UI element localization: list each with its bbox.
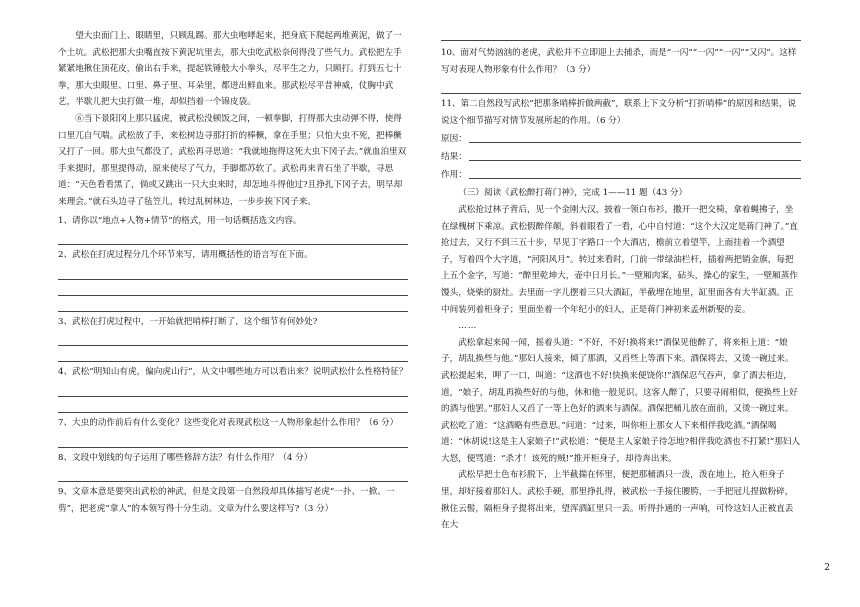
question-2: 2、武松在打虎过程分几个环节来写，请用概括性的语言写在下面。	[58, 250, 313, 261]
story-paragraph: 武松早把土色布衫脱下，上半截揣在怀里，便把那桶酒只一泼，泼在地上，抢入柜身子里，却好接着那妇人。武松手硬，那里挣扎得，被武松一手接住腰胯，一手把冠儿捏做粉碎，揪住云髻，隔柜身子提将出来，望浑酒缸里只一丢。听得扑通的一声响，可怜这妇人正被直丢在大	[441, 470, 794, 531]
question-11: 11、第二自然段写武松“把那条哨棒折做两截”，联系上下文分析“打折哨棒”的原因和结果，说说这个细节描写对情节发展所起的作用。（6 分）	[441, 99, 797, 126]
page-number: 2	[824, 563, 830, 573]
answer-line[interactable]	[441, 28, 801, 41]
section-heading: （三）阅读《武松醉打蒋门神》，完成 1——11 题（43 分）	[458, 188, 688, 199]
question-10: 10、面对气势汹汹的老虎，武松并不立即迎上去捕杀，而是“一闪”“一闪”“一闪”“又闪”。这样写对表现人物形象有什么作用？（3 分）	[441, 48, 797, 75]
answer-line[interactable]	[469, 160, 801, 161]
left-column	[58, 28, 408, 517]
answer-line[interactable]	[469, 178, 801, 179]
answer-row-reason[interactable]	[441, 129, 801, 147]
question-4: 4、武松“明知山有虎，偏向虎山行”，从文中哪些地方可以看出来？说明武松什么性格特征？	[58, 367, 408, 378]
story-paragraph: 武松拿起来闻一闻，摇着头道：“不好，不好!换将来!”酒保见他醉了，将来柜上道：“娘子，胡乱换些与他。”那妇人接来，倾了那酒，又舀些上等酒下来。酒保将去，又烫一碗过来。武松提起来，呷了一口，叫道：“这酒也不好!快换来便饶你!”酒保忍气吞声，拿了酒去柜边，道，“娘子，胡乱再换些好的与他，休和他一般见识。这客人醉了，只要寻闹相似，便换些上好的酒与他罢。”那妇人又舀了一等上色好的酒来与酒保。酒保把桶儿放在面前，又烫一碗过来。武松吃了道：“这酒略有些意思。”问道：“过来，叫你柜上那女人下来相伴我吃酒。”酒保喝道：“休胡说!这是主人家娘子!”武松道：“便是主人家娘子待怎地?相伴我吃酒也不打紧!”那妇人大怒，便骂道：“杀才！该死的贼!”推开柜身子，却待奔出来。	[441, 337, 801, 464]
answer-line[interactable]	[441, 78, 801, 94]
answer-line[interactable]	[58, 381, 408, 397]
question-1: 1、请你以“地点+人物+情节”的格式，用一句话概括选文内容。	[58, 215, 302, 226]
right-column	[441, 28, 801, 534]
answer-line[interactable]	[58, 280, 408, 296]
answer-label: 原因：	[441, 133, 467, 144]
answer-line[interactable]	[58, 466, 408, 482]
question-7: 7、大虫的动作前后有什么变化？这些变化对表现武松这一人物形象起什么作用？（6 分）	[58, 417, 399, 428]
answer-line[interactable]	[58, 330, 408, 346]
question-9: 9、文章本意是要突出武松的神武，但是文段第一自然段却具体描写老虎“一扑、一掀、一剪”，把老虎“拿人”的本领写得十分生动。文章为什么要这样写?（3 分）	[58, 487, 395, 514]
answer-line[interactable]	[58, 296, 408, 312]
answer-line[interactable]	[58, 432, 408, 448]
answer-line[interactable]	[58, 264, 408, 280]
ellipsis: ……	[458, 321, 478, 332]
story-paragraph: 武松抢过林子背后，见一个金刚大汉，披着一领白布衫，撒开一把交椅，拿着蝇拂子，坐在绿槐树下乘凉。武松假醉佯颠，斜着眼看了一看，心中自忖道：“这个大汉定是蒋门神了。”直抢过去，又行不到三五十步，早见丁字路口一个大酒店，檐前立着望竿，上面挂着一个酒望子，写着四个大字道，“河阳风月”。转过来看时，门前一带绿油栏杆，插着两把销金旗，每把上五个金字，写道：“醉里乾坤大，壶中日月长。”一壁厢肉案，砧头，操心的家生，一壁厢蒸作馒头，烧柴的厨灶。去里面一字儿摆着三只大酒缸，半截埋在地里，缸里面各有大半缸酒。正中间装列着柜身子；里面坐着一个年纪小的妇人，正是蒋门神初来孟州新娶的妾。	[441, 204, 798, 315]
answer-label: 结果：	[441, 151, 467, 162]
answer-line[interactable]	[58, 397, 408, 413]
answer-line[interactable]	[469, 142, 801, 143]
answer-line[interactable]	[58, 229, 408, 245]
question-3: 3、武松在打虎过程中，一开始就把哨棒打断了，这个细节有何妙处?	[58, 316, 318, 327]
story-paragraph: 望大虫面门上、眼睛里，只顾乱踢。那大虫咆哮起来，把身底下爬起两堆黄泥，做了一个土坑。武松把那大虫嘴直按下黄泥坑里去，那大虫吃武松奈何得没了些气力。武松把左手紧紧地揪住顶花皮，偷出右手来，提起铁锤般大小拳头，尽平生之力，只顾打。打到五七十拳，那大虫眼里、口里、鼻子里、耳朵里，都迸出鲜血来。那武松尽平昔神威，仗胸中武艺，半歇儿把大虫打做一堆，却似挡着一个锦皮袋。	[58, 31, 402, 108]
question-8: 8、文段中划线的句子运用了哪些修辞方法？有什么作用？（4 分）	[58, 452, 313, 463]
answer-label: 作用：	[441, 169, 467, 180]
story-paragraph: ⑥当下景阳冈上那只猛虎，被武松没顿饭之间，一顿拳脚，打得那大虫动弹不得，使得口里兀自气喘。武松放了手，来松树边寻那打折的棒橛，拿在手里；只怕大虫不死，把棒橛又打了一回。那大虫气都没了，武松再寻思道：“我就地拖得这死大虫下冈子去。”就血泊里双手来提时，那里提得动，原来使尽了气力，手脚都苏软了。武松再来青石坐了半歇，寻思道：“天色看看黑了，倘或又跳出一只大虫来时，却怎地斗得他过?且挣扎下冈子去，明早却来理会。”就石头边寻了毡笠儿，转过乱树林边，一步步挨下冈子来。	[58, 113, 407, 207]
answer-row-result[interactable]	[441, 147, 801, 165]
answer-row-effect[interactable]	[441, 165, 801, 183]
answer-line[interactable]	[58, 346, 408, 362]
